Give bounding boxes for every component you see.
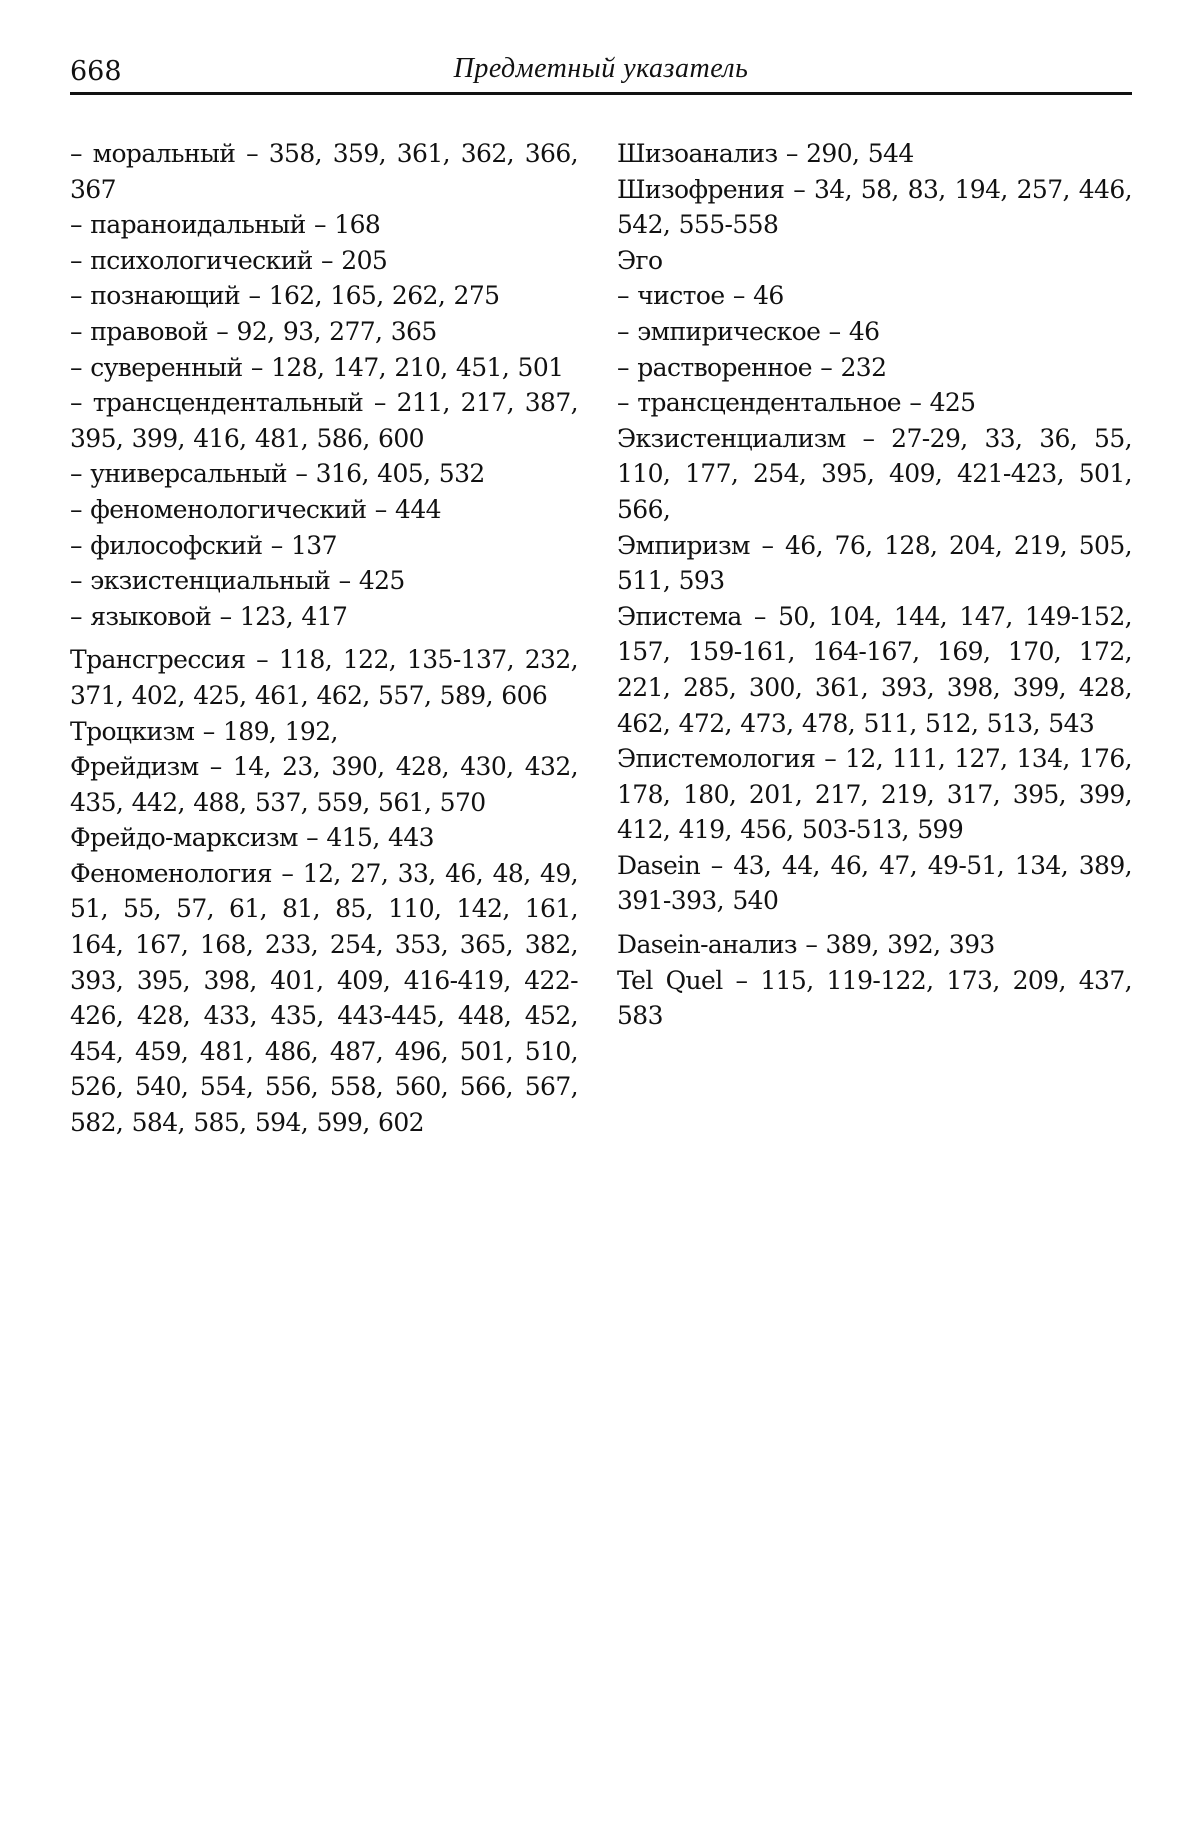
index-entry: Трансгрессия – 118, 122, 135-137, 232, 371, 402, 425, 461, 462, 557, 589, 606	[70, 645, 578, 710]
left-column	[70, 136, 578, 1141]
index-entry: – психологический – 205	[70, 245, 388, 275]
header-rule	[70, 92, 1132, 95]
index-entry: – эмпирическое – 46	[617, 316, 880, 346]
index-entry: – трансцендентальный – 211, 217, 387, 395, 399, 416, 481, 586, 600	[70, 388, 578, 453]
page-number: 668	[70, 56, 122, 87]
index-entry: – языковой – 123, 417	[70, 601, 348, 631]
index-entry: Tel Quel – 115, 119-122, 173, 209, 437, 583	[617, 965, 1132, 1031]
index-entry: Шизофрения – 34, 58, 83, 194, 257, 446, 542, 555-558	[617, 174, 1132, 240]
index-entry: – познающий – 162, 165, 262, 275	[70, 281, 500, 311]
index-entry: Экзистенциализм – 27-29, 33, 36, 55, 110, 177, 254, 395, 409, 421-423, 501, 566,	[617, 423, 1132, 524]
index-entry: Dasein-анализ – 389, 392, 393	[617, 930, 995, 960]
index-entry: Эпистемология – 12, 111, 127, 134, 176, 178, 180, 201, 217, 219, 317, 395, 399, 412, 419, 456, 503-513, 599	[617, 744, 1132, 845]
index-entry: – экзистенциальный – 425	[70, 566, 405, 596]
index-entry: – феноменологический – 444	[70, 494, 441, 524]
index-entry: – универсальный – 316, 405, 532	[70, 459, 485, 489]
index-entry: Эго	[617, 245, 663, 275]
index-entry: – чистое – 46	[617, 281, 784, 311]
index-entry: – параноидальный – 168	[70, 210, 381, 240]
index-entry: Dasein – 43, 44, 46, 47, 49-51, 134, 389, 391-393, 540	[617, 850, 1132, 916]
page-header	[70, 44, 1132, 90]
index-entry: – правовой – 92, 93, 277, 365	[70, 316, 437, 346]
index-entry: – моральный – 358, 359, 361, 362, 366, 367	[70, 139, 578, 204]
index-entry: Шизоанализ – 290, 544	[617, 139, 914, 168]
running-title: Предметный указатель	[453, 53, 749, 84]
index-entry: Троцкизм – 189, 192,	[70, 716, 338, 746]
index-entry: – суверенный – 128, 147, 210, 451, 501	[70, 352, 564, 382]
index-entry: Эпистема – 50, 104, 144, 147, 149-152, 157, 159-161, 164-167, 169, 170, 172, 221, 285, 300, 361, 393, 398, 399, 428, 462, 472, 473, 478, 511, 512, 513, 543	[617, 601, 1132, 738]
index-entry: – трансцендентальное – 425	[617, 388, 976, 418]
index-entry: Фрейдо-марксизм – 415, 443	[70, 823, 434, 853]
index-entry: Эмпиризм – 46, 76, 128, 204, 219, 505, 511, 593	[617, 530, 1132, 596]
index-entry: Фрейдизм – 14, 23, 390, 428, 430, 432, 435, 442, 488, 537, 559, 561, 570	[70, 752, 578, 817]
index-entry: – растворенное – 232	[617, 352, 887, 382]
index-entry: Феноменология – 12, 27, 33, 46, 48, 49, 51, 55, 57, 61, 81, 85, 110, 142, 161, 164, 167, 168, 233, 254, 353, 365, 382, 393, 395, 398, 401, 409, 416-419, 422-426, 428, 433, 435, 443-445, 448, 452, 454, 459, 481, 486, 487, 496, 501, 510, 526, 540, 554, 556, 558, 560, 566, 567, 582, 584, 585, 594, 599, 602	[70, 858, 578, 1138]
index-entry: – философский – 137	[70, 530, 337, 560]
right-column	[617, 136, 1132, 1034]
index-page	[70, 44, 1132, 1138]
